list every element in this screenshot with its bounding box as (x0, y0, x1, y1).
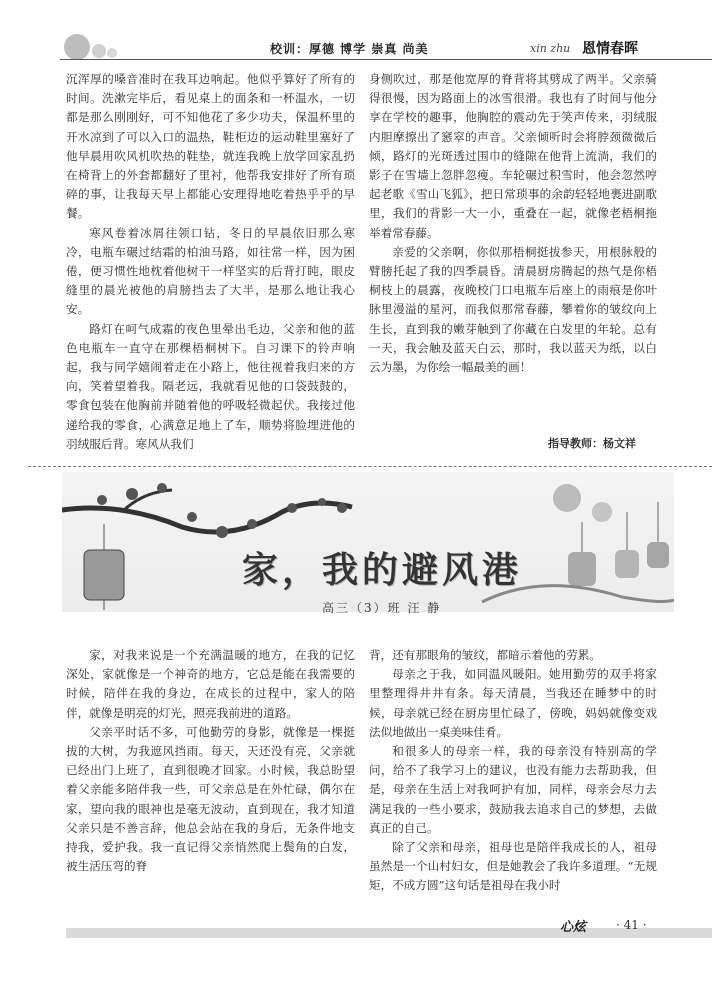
paragraph: 父亲平时话不多，可他勤劳的身影，就像是一棵挺拔的大树，为我遮风挡雨。每天，天还没有亮，父亲就已经出门上班了，直到很晚才回家。小时候，我总盼望着父亲能多陪伴我一些，可父亲总是在外忙碌，偶尔在家，望向我的眼神也是毫无波动，直到现在，我才知道父亲只是不善言辞，他总会站在我的身后，无条件地支持我，爱护我。我一直记得父亲悄然爬上鬓角的白发，被生活压弯的脊 (66, 724, 355, 874)
article2-byline: 高三（3）班 汪 静 (322, 601, 442, 615)
paragraph: 寒风卷着冰屑往领口钻，冬日的早晨依旧那么寒冷，电瓶车碾过结霜的柏油马路，如往常一样，因为困倦，便习惯性地枕着他树干一样坚实的后背打盹，眼皮缝里的晨光被他的肩膀挡去了大半，是那么地让我心安。 (66, 225, 355, 317)
header-rule (60, 59, 712, 60)
magazine-logo: 心炫 (560, 920, 587, 935)
paragraph: 家，对我来说是一个充满温暖的地方，在我的记忆深处，家就像是一个神奇的地方，它总是能在我需要的时候，陪伴在我的身边，在成长的过程中，家人的陪伴，就像是明亮的灯光，照亮我前进的道路。 (66, 648, 355, 720)
advisor-credit: 指导教师：杨文祥 (548, 437, 636, 450)
paragraph: 沉浑厚的嗓音准时在我耳边响起。他似乎算好了所有的时间。洗漱完毕后，看见桌上的面条和一杯温水，一切都是那么刚刚好，可不知他花了多少功夫，保温杯里的开水凉到了可以入口的温热，鞋柜边的运动鞋里塞好了他早晨用吹风机吹热的鞋垫，就连我晚上放学回家乱扔在椅背上的外套都翻好了里衬，他帮我安排好了所有琐碎的事，让我每天早上都能心安理得地吃着热乎乎的早餐。 (66, 72, 355, 221)
paragraph: 除了父亲和母亲，祖母也是陪伴我成长的人，祖母虽然是一个山村妇女，但是她教会了我许多道理。“无规矩，不成方圆”这句话是祖母在我小时 (369, 840, 657, 893)
paragraph: 和很多人的母亲一样，我的母亲没有特别高的学问，给不了我学习上的建议，也没有能力去帮助我，但是，母亲在生活上对我呵护有加，同样，母亲会尽力去满足我的一些小要求，鼓励我去追求自己的梦想，去做真正的自己。 (369, 744, 657, 835)
paragraph: 母亲之于我，如同温风暖阳。她用勤劳的双手将家里整理得井井有条。每天清晨，当我还在睡梦中的时候，母亲就已经在厨房里忙碌了，傍晚，妈妈就像变戏法似地做出一桌美味佳肴。 (369, 667, 657, 739)
header-dot-small (107, 48, 117, 58)
column-name: 恩情春晖 (582, 41, 638, 57)
article1-right-column (369, 70, 657, 377)
page-number: · 41 · (616, 918, 647, 932)
magazine-pinyin: xin zhu (530, 42, 571, 55)
paragraph: 背，还有那眼角的皱纹，都暗示着他的劳累。 (369, 648, 601, 662)
article1-left-column (66, 70, 355, 454)
header-dot-large (64, 34, 90, 60)
article2-left-column (66, 646, 355, 876)
school-motto: 校训：厚德 博学 崇真 尚美 (270, 42, 429, 56)
section-divider (28, 466, 712, 468)
article2-title: 家，我的避风港 (242, 549, 523, 591)
paragraph: 路灯在呵气成霜的夜色里晕出毛边，父亲和他的蓝色电瓶车一直守在那棵梧桐树下。自习课下的铃声响起，我与同学嬉闹着走在小路上，他往视着我归来的方向，笑着望着我。隔老远，我就看见他的口袋鼓鼓的，零食包装在他胸前并随着他的呼吸轻微起伏。我接过他递给我的零食，心满意足地上了车，顺势将脸埋进他的羽绒服后背。寒风从我们 (66, 321, 355, 451)
paragraph: 身侧吹过，那是他宽厚的脊背将其劈成了两半。父亲骑得很慢，因为路面上的冰雪很滑。我也有了时间与他分享在学校的趣事，他胸腔的震动先于笑声传来，羽绒服内胆摩擦出了窸窣的声音。父亲倾听时会将脖颈微微后倾，路灯的光斑透过围巾的缝隙在他背上流淌，我们的影子在雪墙上忽胖忽瘦。车轮碾过积雪时，他会忽然哼起老歌《雪山飞狐》，把日常琐事的余韵轻轻地裹进副歌里，我们的背影一大一小，重叠在一起，就像老梧桐拖举着常春藤。 (369, 72, 657, 240)
header-dot-medium (92, 44, 106, 58)
paragraph: 亲爱的父亲啊，你似那梧桐挺拔参天，用根脉般的臂膀托起了我的四季晨昏。清晨厨房腾起的热气是你梧桐枝上的晨露，夜晚校门口电瓶车后座上的雨痕是你叶脉里漫溢的星河，而我似那常春藤，攀着你的皱纹向上生长，直到我的嫩芽触到了你藏在白发里的年轮。总有一天，我会触及蓝天白云，那时，我以蓝天为纸，以白云为墨，为你绘一幅最美的画！ (369, 244, 657, 375)
article2-right-column (369, 646, 657, 896)
